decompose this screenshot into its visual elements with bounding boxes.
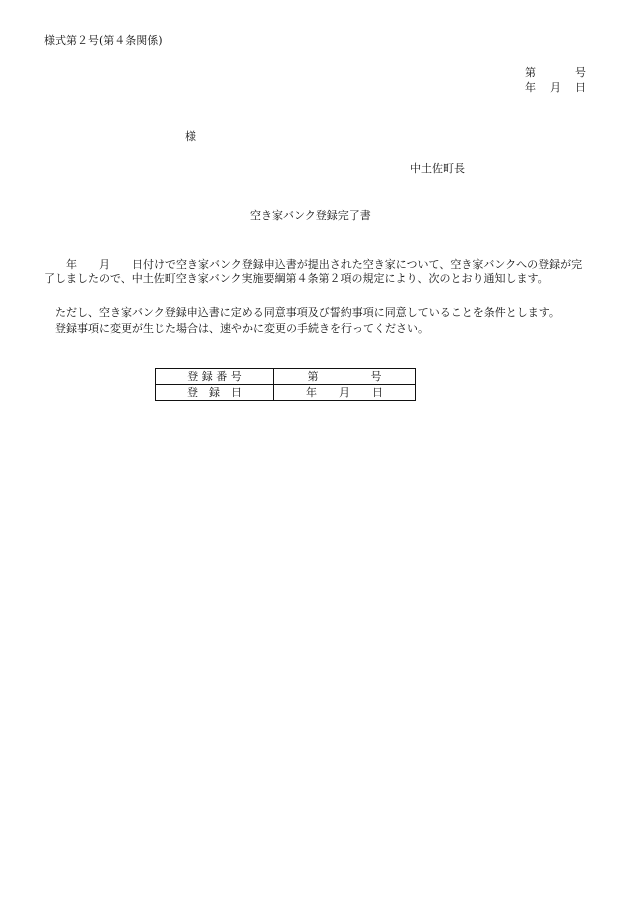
main-year: 年 [66,258,77,271]
registration-number-prefix: 第 [307,370,319,383]
registration-number-suffix: 号 [370,370,382,383]
document-title: 空き家バンク登録完了書 [250,209,371,222]
document-date-month: 月 [550,81,561,94]
registration-number-value [274,369,416,385]
registration-date-row [156,385,416,401]
registration-number-row [156,369,416,385]
registration-date-day: 日 [372,386,383,399]
main-month: 月 [99,258,110,271]
proviso-paragraph: ただし、空き家バンク登録申込書に定める同意事項及び誓約事項に同意していることを条件とします。 [55,306,560,319]
form-label: 様式第２号(第４条関係) [44,34,163,47]
sender-name: 中土佐町長 [410,162,465,175]
addressee-honorific: 様 [185,130,196,143]
registration-date-value [274,385,416,401]
registration-date-year: 年 [306,386,317,399]
document-number-prefix: 第 [525,66,536,79]
document-date-day: 日 [575,81,586,94]
registration-number-label: 登 録 番 号 [156,369,274,385]
document-number-suffix: 号 [575,66,586,79]
registration-table [155,368,416,401]
document-date-year: 年 [525,81,536,94]
main-text: 日付けで空き家バンク登録申込書が提出された空き家について、空き家バンクへの登録が完了しましたので、中土佐町空き家バンク実施要綱第４条第２項の規定により、次のとおり通知します。 [44,258,583,285]
main-paragraph [44,258,588,286]
change-notice-paragraph: 登録事項に変更が生じた場合は、速やかに変更の手続きを行ってください。 [55,322,429,335]
registration-date-label: 登 録 日 [156,385,274,401]
registration-date-month: 月 [339,386,350,399]
